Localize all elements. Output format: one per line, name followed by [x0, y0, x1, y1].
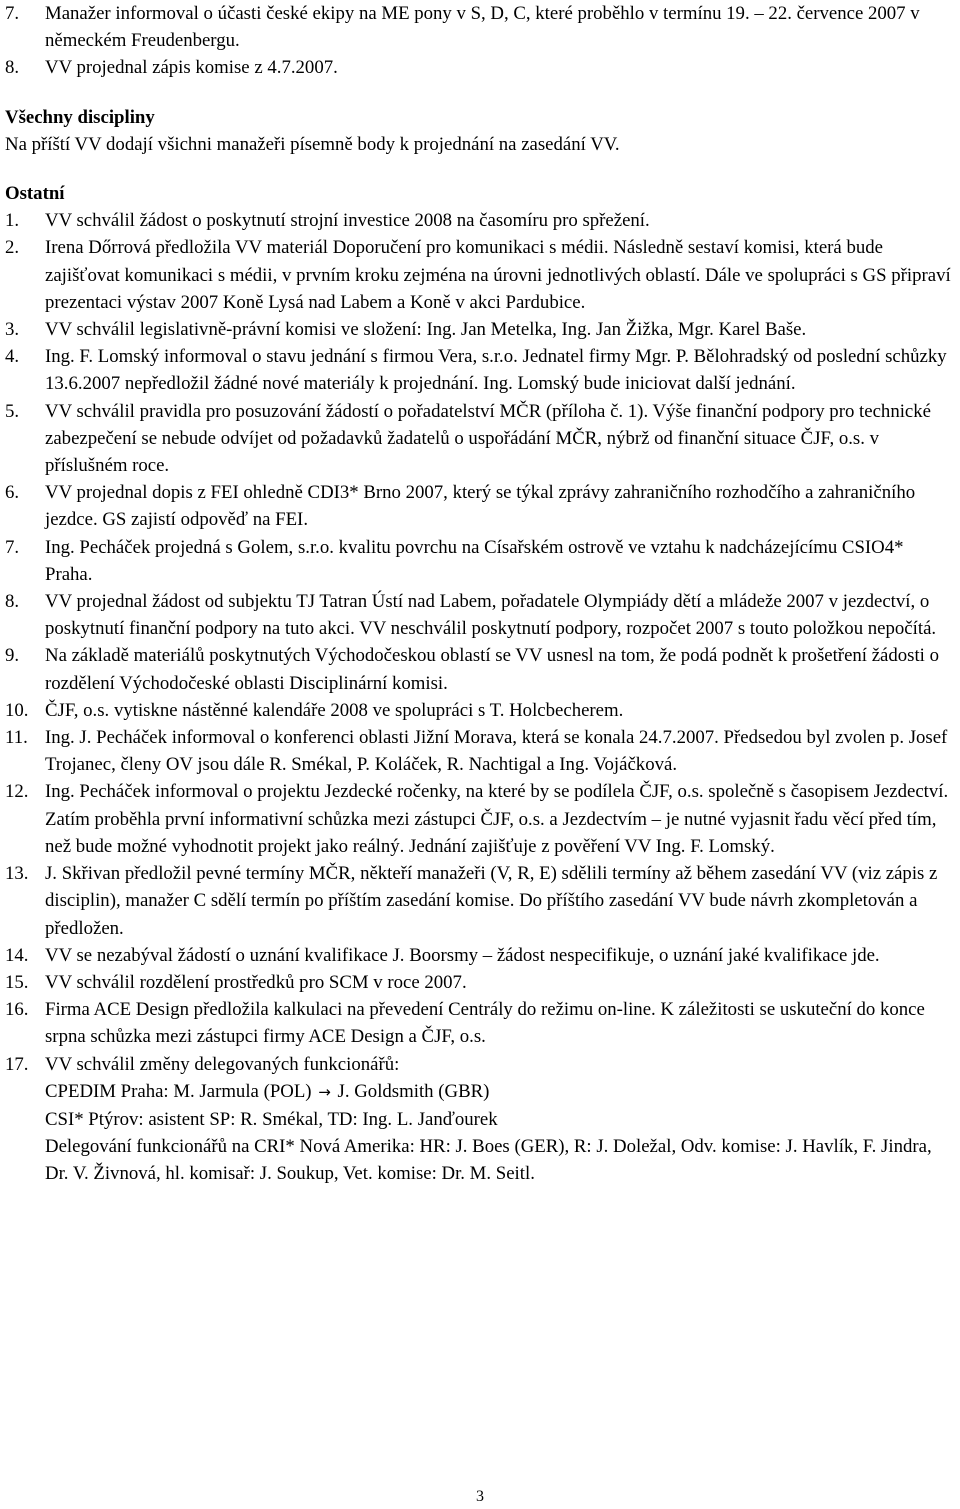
- list-item: [5, 0, 953, 54]
- list-item: [5, 54, 953, 81]
- item-text: VV projednal žádost od subjektu TJ Tatran Ústí nad Labem, pořadatele Olympiády dětí a mládeže 2007 v jezdectví, o poskytnutí finanční podpory na tuto akci. VV neschválil poskytnutí podpory, rozpočet 2007 s touto položkou nepočítá.: [45, 591, 937, 640]
- item-text: Manažer informoval o účasti české ekipy na ME pony v S, D, C, které proběhlo v termínu 19. – 22. července 2007 v německém Freudenbergu.: [45, 3, 920, 52]
- item-text: VV schválil pravidla pro posuzování žádostí o pořadatelství MČR (příloha č. 1). Výše finanční podpory pro technické zabezpečení se nebude odvíjet od požadavků žadatelů o uspořádání MČR, nýbrž od finanční situace ČJF, o.s. v příslušném roce.: [45, 400, 931, 477]
- item-number: 3.: [5, 319, 20, 341]
- item-number: 8.: [5, 57, 20, 79]
- item-number: 13.: [5, 863, 29, 885]
- arrow-right-icon: →: [318, 1082, 331, 1101]
- list-item: [5, 534, 953, 588]
- item-number: 8.: [5, 591, 20, 613]
- all-disciplines-text: Na příští VV dodají všichni manažeři písemně body k projednání na zasedání VV.: [5, 133, 620, 155]
- item-number: 4.: [5, 346, 20, 368]
- item-number: 10.: [5, 699, 29, 721]
- cpedim-before: CPEDIM Praha: M. Jarmula (POL): [45, 1080, 312, 1102]
- item-number: 16.: [5, 999, 29, 1021]
- list-item: [5, 724, 953, 778]
- list-item: [5, 207, 953, 234]
- cpedim-line: [45, 1078, 953, 1106]
- item-number: 6.: [5, 482, 20, 504]
- item-number: 7.: [5, 536, 20, 558]
- list-item: [5, 697, 953, 724]
- list-item: [5, 398, 953, 480]
- item-text: Ing. F. Lomský informoval o stavu jednání s firmou Vera, s.r.o. Jednatel firmy Mgr. P. Bělohradský od poslední schůzky 13.6.2007 nepředložil žádné nové materiály k projednání. Ing. Lomský bude iniciovat další jednání.: [45, 346, 947, 395]
- list-item-delegated-officials: [5, 1051, 953, 1188]
- list-item: [5, 942, 953, 969]
- item-text: Na základě materiálů poskytnutých Východočeskou oblastí se VV usnesl na tom, že podá podnět k prošetření žádosti o rozdělení Východočeské oblasti Disciplinární komisi.: [45, 645, 939, 694]
- list-item: [5, 343, 953, 397]
- list-item: [5, 479, 953, 533]
- item-number: 7.: [5, 3, 20, 24]
- document-page: [5, 0, 953, 1188]
- item-number: 1.: [5, 210, 20, 232]
- list-item: [5, 996, 953, 1050]
- list-item: [5, 316, 953, 343]
- section-heading-other: Ostatní: [5, 183, 65, 205]
- item-text: VV schválil změny delegovaných funkcionářů:: [45, 1053, 400, 1075]
- item-text: J. Skřivan předložil pevné termíny MČR, někteří manažeři (V, R, E) sdělili termíny až během zasedání VV (viz zápis z disciplin), manažer C sdělí termín po příštím zasedání komise. Do příštího zasedání VV bude návrh zkompletován a předložen.: [45, 863, 938, 939]
- item-number: 5.: [5, 400, 20, 422]
- item-number: 15.: [5, 971, 29, 993]
- item-text: VV projednal dopis z FEI ohledně CDI3* Brno 2007, který se týkal zprávy zahraničního rozhodčího a zahraničního jezdce. GS zajistí odpověď na FEI.: [45, 482, 916, 531]
- item-text: Firma ACE Design předložila kalkulaci na převedení Centrály do režimu on-line. K záležitosti se uskuteční do konce srpna schůzka mezi zástupci firmy ACE Design a ČJF, o.s.: [45, 999, 925, 1048]
- item-number: 17.: [5, 1053, 29, 1075]
- item-number: 11.: [5, 727, 28, 749]
- item-number: 9.: [5, 645, 20, 667]
- item-text: Ing. Pecháček projedná s Golem, s.r.o. kvalitu povrchu na Císařském ostrově ve vztahu k nadcházejícímu CSIO4* Praha.: [45, 536, 904, 585]
- cpedim-after: J. Goldsmith (GBR): [337, 1080, 490, 1102]
- item-number: 12.: [5, 781, 29, 803]
- item-text: Irena Dőrrová předložila VV materiál Doporučení pro komunikaci s médii. Následně sestaví komisi, která bude zajišťovat komunikaci s médii, v prvním kroku zejména na úrovni jednotlivých oblastí. Dále ve spolupráci s GS připraví prezentaci výstav 2007 Koně Lysá nad Labem a Koně v akci Pardubice.: [45, 237, 951, 313]
- page-number: 3: [476, 1488, 484, 1505]
- item-text: VV schválil legislativně-právní komisi ve složení: Ing. Jan Metelka, Ing. Jan Žižka, Mgr. Karel Baše.: [45, 319, 807, 341]
- item-text: Ing. J. Pecháček informoval o konferenci oblasti Jižní Morava, která se konala 24.7.2007. Předsedou byl zvolen p. Josef Trojanec, členy OV jsou dále R. Smékal, P. Koláček, R. Nachtigal a Ing. Vojáčková.: [45, 727, 948, 776]
- csi-line: CSI* Ptýrov: asistent SP: R. Smékal, TD: Ing. L. Janďourek: [45, 1108, 498, 1130]
- list-item: [5, 588, 953, 642]
- list-item: [5, 860, 953, 942]
- item-text: VV projednal zápis komise z 4.7.2007.: [45, 57, 338, 79]
- item-text: VV schválil rozdělení prostředků pro SCM v roce 2007.: [45, 971, 467, 993]
- section-heading-all-disciplines: Všechny discipliny: [5, 106, 155, 128]
- item-text: ČJF, o.s. vytiskne nástěnné kalendáře 2008 ve spolupráci s T. Holcbecherem.: [45, 699, 624, 721]
- cri-text: Delegování funkcionářů na CRI* Nová Amerika: HR: J. Boes (GER), R: J. Doležal, Odv. komise: J. Havlík, F. Jindra, Dr. V. Živnová, hl. komisař: J. Soukup, Vet. komise: Dr. M. Seitl.: [45, 1136, 932, 1185]
- item-text: Ing. Pecháček informoval o projektu Jezdecké ročenky, na které by se podílela ČJF, o.s. společně s časopisem Jezdectví. Zatím proběhla první informativní schůzka mezi zástupci ČJF, o.s. a Jezdectvím – je nutné vyjasnit řadu věcí před tím, než bude možné vyhodnotit projekt jako reálný. Jednání zajišťuje z pověření VV Ing. F. Lomský.: [45, 781, 949, 857]
- item-text: VV schválil žádost o poskytnutí strojní investice 2008 na časomíru pro spřežení.: [45, 210, 650, 232]
- list-item: [5, 234, 953, 316]
- item-number: 14.: [5, 944, 29, 966]
- list-item: [5, 969, 953, 996]
- item-text: VV se nezabýval žádostí o uznání kvalifikace J. Boorsmy – žádost nespecifikuje, o uznání jaké kvalifikace jde.: [45, 944, 880, 966]
- list-item: [5, 642, 953, 696]
- item-number: 2.: [5, 237, 20, 259]
- list-item: [5, 778, 953, 860]
